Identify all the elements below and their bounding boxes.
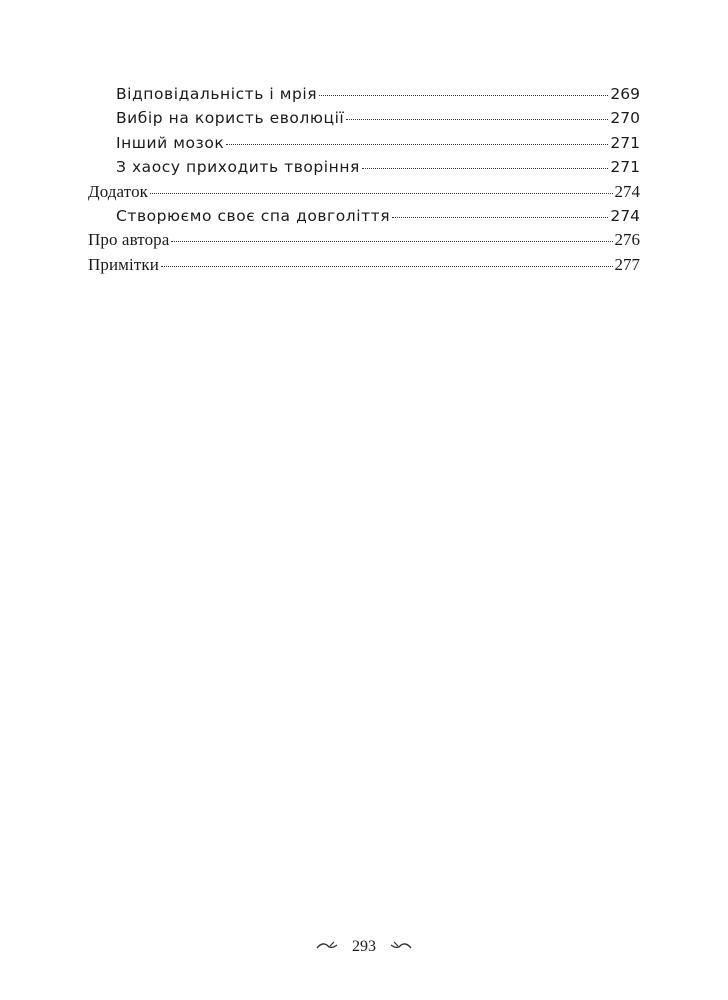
toc-dot-leader bbox=[226, 144, 608, 145]
toc-dot-leader bbox=[392, 217, 608, 218]
toc-entry bbox=[88, 228, 640, 252]
toc-entry bbox=[88, 180, 640, 204]
toc-dot-leader bbox=[161, 266, 613, 267]
toc-dot-leader bbox=[362, 168, 608, 169]
page-footer bbox=[0, 936, 728, 958]
ornament-swash-icon bbox=[316, 936, 338, 958]
toc-dot-leader bbox=[150, 193, 612, 194]
toc-entry-title: Створюємо своє спа довголіття bbox=[116, 206, 391, 225]
toc-entry-title: З хаосу приходить творіння bbox=[116, 158, 360, 177]
toc-entry-title: Додаток bbox=[88, 181, 149, 201]
toc-dot-leader bbox=[171, 241, 612, 242]
toc-entry-page: 277 bbox=[614, 254, 640, 274]
toc-entry bbox=[88, 131, 640, 155]
toc-entry-page: 270 bbox=[610, 109, 640, 128]
toc-entry-page: 271 bbox=[610, 158, 640, 177]
toc-entry-page: 274 bbox=[610, 206, 640, 225]
toc-entry-page: 271 bbox=[610, 133, 640, 152]
toc-entry bbox=[88, 253, 640, 277]
toc-entry-page: 269 bbox=[610, 85, 640, 103]
toc-entry-title: Примітки bbox=[88, 254, 159, 274]
toc-entry-title: Інший мозок bbox=[116, 133, 225, 152]
toc-dot-leader bbox=[319, 95, 608, 96]
page-number: 293 bbox=[352, 938, 376, 955]
ornament-swash-icon bbox=[390, 936, 412, 958]
toc-dot-leader bbox=[346, 119, 608, 120]
toc-entry bbox=[88, 82, 640, 106]
toc-entry-title: Вибір на користь еволюції bbox=[116, 109, 345, 128]
toc-entry bbox=[88, 155, 640, 179]
table-of-contents bbox=[88, 82, 640, 277]
toc-entry-page: 274 bbox=[614, 181, 640, 201]
toc-entry bbox=[88, 106, 640, 130]
toc-entry-title: Відповідальність і мрія bbox=[116, 85, 318, 103]
toc-entry bbox=[88, 204, 640, 228]
toc-entry-page: 276 bbox=[614, 230, 640, 250]
toc-entry-title: Про автора bbox=[88, 230, 170, 250]
